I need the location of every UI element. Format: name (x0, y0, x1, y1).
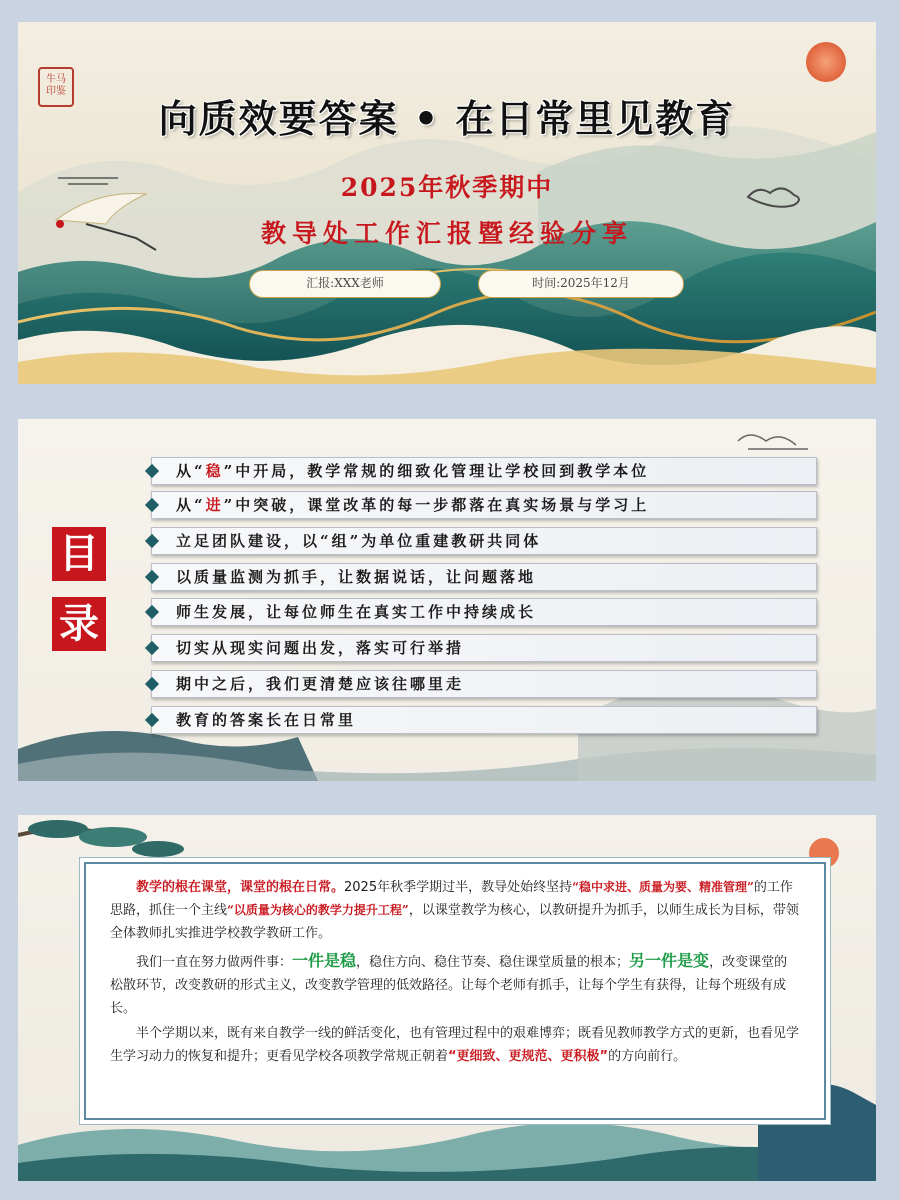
contents-label-lu: 录 (52, 597, 106, 651)
cover-main-title: 向质效要答案 • 在日常里见教育 (158, 97, 736, 141)
cover-subtitle-report: 教导处工作汇报暨经验分享 (260, 219, 633, 248)
time-pill: 时间:2025年12月 (478, 270, 684, 298)
intro-panel (18, 815, 876, 1181)
toc-item-1[interactable]: 从“稳”中开局，教学常规的细致化管理让学校回到教学本位 (151, 457, 817, 485)
toc-item-8[interactable]: 教育的答案长在日常里 (151, 706, 817, 734)
intro-text-box (84, 862, 826, 1120)
toc-item-7[interactable]: 期中之后，我们更清楚应该往哪里走 (151, 670, 817, 698)
toc-item-4[interactable]: 以质量监测为抓手，让数据说话，让问题落地 (151, 563, 817, 591)
reporter-pill: 汇报:XXX老师 (249, 270, 441, 298)
toc-item-3[interactable]: 立足团队建设，以“组”为单位重建教研共同体 (151, 527, 817, 555)
toc-item-2[interactable]: 从“进”中突破，课堂改革的每一步都落在真实场景与学习上 (151, 491, 817, 519)
red-seal-stamp: 牛马 印鉴 (38, 67, 74, 107)
intro-paragraph-3: 半个学期以来，既有来自教学一线的鲜活变化，也有管理过程中的艰难博弈；既看见教师教学方式的更新，也看见学生学习动力的恢复和提升；更看见学校各项教学常规正朝着“更细致、更规范、更积极”的方向前行。 (110, 1026, 800, 1064)
contents-panel (18, 419, 876, 781)
intro-paragraph-1: 教学的根在课堂，课堂的根在日常。2025年秋季学期过半，教导处始终坚持“稳中求进、质量为要、精准管理”的工作思路，抓住一个主线“以质量为核心的教学力提升工程”，以课堂教学为核心，以教研提升为抓手，以师生成长为目标，带领全体教师扎实推进学校教学教研工作。 (110, 880, 799, 941)
contents-label-mu: 目 (52, 527, 106, 581)
cover-panel (18, 22, 876, 384)
toc-item-5[interactable]: 师生发展，让每位师生在真实工作中持续成长 (151, 598, 817, 626)
toc-item-6[interactable]: 切实从现实问题出发，落实可行举措 (151, 634, 817, 662)
cover-subtitle-term: 2025年秋季期中 (340, 173, 554, 202)
intro-paragraph-2: 我们一直在努力做两件事：一件是稳，稳住方向、稳住节奏、稳住课堂质量的根本；另一件是变，改变课堂的松散环节，改变教研的形式主义，改变教学管理的低效路径。让每个老师有抓手，让每个学生有获得，让每个班级有成长。 (110, 951, 788, 1016)
